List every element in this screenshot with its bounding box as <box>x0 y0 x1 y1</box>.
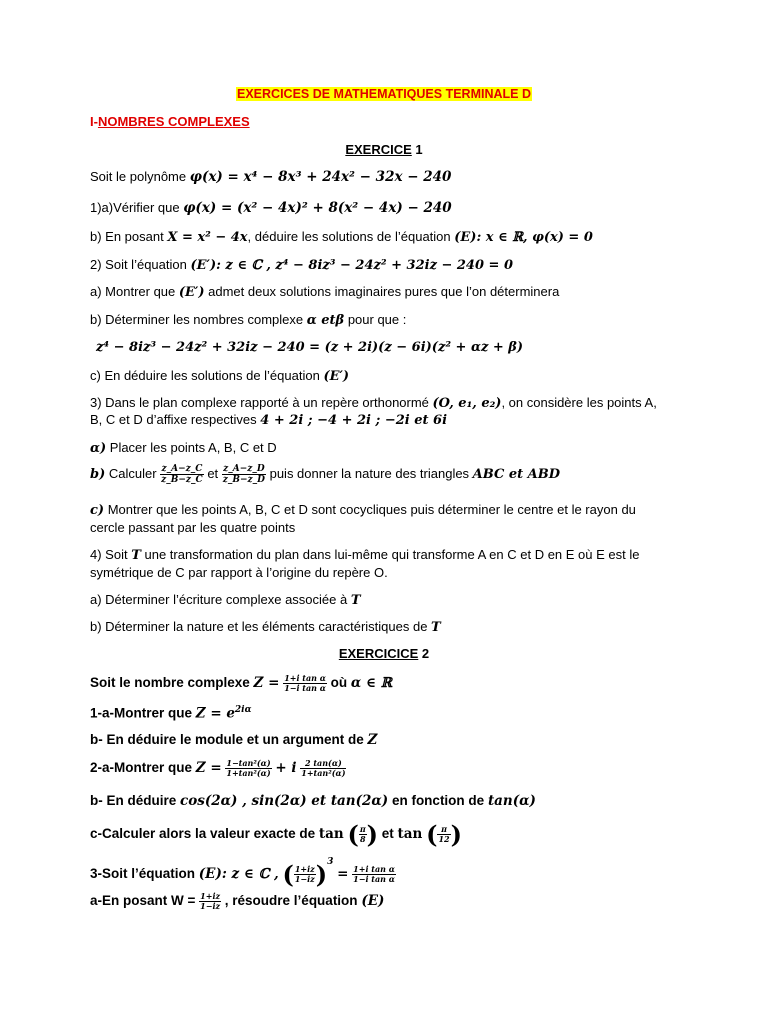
ex1-l10-text: B, C et D d’affixe respectives <box>90 412 261 427</box>
ex1-line-12 <box>90 464 560 485</box>
ex2-l7-fraction-2 <box>352 865 396 884</box>
ex1-l12-math2: ABC et ABD <box>472 466 561 482</box>
ex2-l7-math: (E): z ∈ ℂ , <box>198 866 279 882</box>
ex2-l4-fraction-2 <box>300 759 346 778</box>
ex2-l7-eq: = <box>337 866 349 882</box>
ex1-line-11 <box>90 440 277 456</box>
ex1-l14-text: cercle passant par les quatre points <box>90 520 296 535</box>
ex1-l2-text: 1)a)Vérifier que <box>90 200 184 215</box>
ex1-l6-math: α etβ <box>306 313 345 328</box>
ex2-l2-math: Z = e <box>195 705 235 722</box>
ex1-l18-text: b) Déterminer la nature et les éléments caractéristiques de <box>90 619 432 634</box>
ex1-l3-math: X = x² − 4x <box>167 230 248 245</box>
ex2-l4-f2-num: 2 tan(α) <box>300 759 346 769</box>
ex1-l17-text: a) Déterminer l’écriture complexe associée à <box>90 592 351 607</box>
doc-title: EXERCICES DE MATHEMATIQUES TERMINALE D <box>237 87 531 101</box>
ex2-l6-fraction-1 <box>359 825 367 844</box>
ex1-fraction-2 <box>222 464 266 485</box>
ex2-l6-tan2: tan <box>397 826 423 843</box>
ex1-line-8 <box>90 368 349 384</box>
ex2-l8-math: (E) <box>361 893 385 910</box>
ex1-l11-text: Placer les points A, B, C et D <box>106 440 277 455</box>
ex2-l7-f1-num: 1+iz <box>294 863 315 874</box>
ex2-l8-text2: , résoudre l’équation <box>221 893 362 909</box>
ex2-l8-num: 1+iz <box>200 891 221 901</box>
section-prefix: I- <box>90 114 98 129</box>
ex2-l3-text: b- En déduire le module et un argument de <box>90 732 368 747</box>
ex2-line-4 <box>90 759 346 778</box>
ex1-line-6 <box>90 312 406 328</box>
ex1-line-9 <box>90 395 657 411</box>
ex1-l12-text: Calculer <box>105 465 161 481</box>
ex2-l1-math: Z = <box>253 675 280 692</box>
ex1-line-2 <box>90 200 452 216</box>
ex2-l1-fraction <box>283 674 327 693</box>
ex1-l3-text2: , déduire les solutions de l’équation <box>247 229 455 244</box>
ex1-l3-math2: (E): x ∈ ℝ, φ(x) = 0 <box>454 230 593 245</box>
ex1-line-3 <box>90 229 593 245</box>
ex2-l6-f1-num: π <box>359 824 366 834</box>
ex1-l9-math: (O, e₁, e₂) <box>432 396 502 411</box>
ex1-l5-math: (E′) <box>178 285 205 300</box>
ex1-l6-text: b) Déterminer les nombres complexe <box>90 312 307 327</box>
ex1-l8-math: (E′) <box>323 369 350 384</box>
ex1-l4-text: 2) Soit l’équation <box>90 257 191 272</box>
ex1-l5-text2: admet deux solutions imaginaires pures que l’on déterminera <box>204 284 560 299</box>
ex2-l6-f2-den: 12 <box>438 834 450 844</box>
ex2-l5-math: cos(2α) , sin(2α) et tan(2α) <box>180 793 389 809</box>
exercise-2-heading <box>0 646 768 661</box>
ex1-line-7 <box>96 339 523 355</box>
ex1-line-1 <box>90 169 451 185</box>
section-name: NOMBRES COMPLEXES <box>97 114 250 129</box>
exercise-1-heading <box>0 142 768 157</box>
ex2-l7-f2-num: 1+i tan α <box>353 863 395 874</box>
ex1-l5-text: a) Montrer que <box>90 284 179 299</box>
ex1-l15-text: 4) Soit <box>90 547 132 562</box>
ex2-l4-f2-den: 1+tan²(α) <box>301 768 346 778</box>
ex2-l6-f1-den: 8 <box>359 834 366 844</box>
ex1-l17-math: T <box>350 593 361 608</box>
exercise-2-number: 2 <box>421 646 430 661</box>
ex1-l12-text3: puis donner la nature des triangles <box>265 465 473 481</box>
ex1-l18-math: T <box>431 620 441 635</box>
ex1-line-4 <box>90 257 513 273</box>
ex2-l5-text2: en fonction de <box>388 793 488 808</box>
ex2-l5-math2: tan(α) <box>487 793 536 809</box>
ex2-line-2 <box>90 705 252 722</box>
ex2-l3-math: Z <box>367 732 378 748</box>
ex2-l2-sup: 2iα <box>234 705 252 715</box>
ex2-l6-text2: et <box>378 826 398 842</box>
ex2-l1-math2: α ∈ ℝ <box>350 675 392 692</box>
ex1-l6-text2: pour que : <box>344 312 407 327</box>
ex2-line-7: 3-Soit l’équation (E): z ∈ ℂ , ( $\frac{1+iz}{1-iz}$ )$^3$ = $\frac{\text{1+i tan α}}{\text{1−i tan α}}$ <box>90 857 395 889</box>
ex2-l4-plus: + i <box>275 760 297 777</box>
exercise-1-number: 1 <box>415 142 423 157</box>
ex1-l13-text: Montrer que les points A, B, C et D sont cocycliques puis déterminer le centre et le rayon du <box>104 502 636 517</box>
ex1-line-5 <box>90 284 559 300</box>
ex1-l9-text2: , on considère les points A, <box>501 395 657 410</box>
ex1-frac1-num: z_A−z_C <box>161 464 203 474</box>
ex2-l6-fraction-2 <box>437 825 450 844</box>
ex1-frac2-num: z_A−z_D <box>223 464 265 474</box>
ex1-l10-math: 4 + 2i ; −4 + 2i ; −2i et 6i <box>260 413 448 428</box>
ex2-l2-text: 1-a-Montrer que <box>90 705 196 721</box>
ex1-l12-text2: et <box>203 465 222 481</box>
ex1-l15-math: T <box>131 548 141 563</box>
ex2-l8-text: a-En posant <box>90 893 172 909</box>
ex2-line-8 <box>90 892 384 911</box>
ex1-fraction-1 <box>160 464 204 485</box>
ex2-l1-text2: où <box>326 675 351 691</box>
ex1-l9-text: 3) Dans le plan complexe rapporté à un repère orthonormé <box>90 395 433 410</box>
ex2-l4-f1-num: 1−tan²(α) <box>226 758 271 768</box>
ex1-l1-math: φ(x) = x⁴ − 8x³ + 24x² − 32x − 240 <box>189 169 452 185</box>
ex2-line-1 <box>90 674 392 693</box>
ex2-l8-den: 1−iz <box>200 901 221 911</box>
ex1-l15-text2: une transformation du plan dans lui-même qui transforme A en C et D en E où E est le <box>140 547 640 562</box>
ex2-l7-fraction-1 <box>294 865 316 884</box>
ex1-l16-text: symétrique de C par rapport à l’origine du repère O. <box>90 565 388 580</box>
ex2-l7-f1-den: 1−iz <box>294 873 315 884</box>
ex1-l8-text: c) En déduire les solutions de l’équation <box>90 368 324 383</box>
ex1-l3-text: b) En posant <box>90 229 168 244</box>
ex1-l7-math: z⁴ − 8iz³ − 24z² + 32iz − 240 = (z + 2i)(z − 6i)(z² + αz + β) <box>96 340 524 355</box>
ex2-l5-text: b- En déduire <box>90 793 181 808</box>
ex1-l4-math: (E′): z ∈ ℂ , z⁴ − 8iz³ − 24z² + 32iz − 240 = 0 <box>190 258 514 273</box>
ex2-l4-math: Z = <box>195 760 222 777</box>
ex2-l8-fraction <box>199 892 221 911</box>
ex2-l7-sup: 3 <box>327 857 334 867</box>
ex1-frac2-den: z_B−z_D <box>222 475 265 485</box>
ex1-l13-math: c) <box>90 503 105 518</box>
ex1-line-17 <box>90 592 361 608</box>
ex2-l7-text: 3-Soit l’équation <box>90 866 199 881</box>
ex1-l1-text: Soit le polynôme <box>90 169 190 184</box>
ex2-l7-f2-den: 1−i tan α <box>353 873 395 884</box>
ex2-l4-text: 2-a-Montrer que <box>90 760 196 776</box>
section-heading <box>90 114 250 129</box>
ex2-line-3 <box>90 732 377 748</box>
ex2-l4-f1-den: 1+tan²(α) <box>226 768 271 778</box>
ex2-l1-num: 1+i tan α <box>284 673 326 683</box>
ex2-l8-w: W = <box>171 893 196 909</box>
ex1-line-13 <box>90 502 636 518</box>
ex2-l4-fraction-1 <box>225 759 271 778</box>
ex2-line-5 <box>90 793 536 809</box>
exercise-2-title: EXERCICICE <box>338 646 419 661</box>
ex2-l1-den: 1−i tan α <box>284 683 326 693</box>
ex2-line-6: c-Calculer alors la valeur exacte de tan ( $\frac{\pi}{8}$ ) et tan ( $\frac{\pi}{12}$ ) <box>90 820 462 849</box>
ex1-l11-math: α) <box>90 441 107 456</box>
ex2-l6-f2-num: π <box>437 825 450 835</box>
exercise-1-title: EXERCICE <box>345 142 412 157</box>
ex2-l1-text: Soit le nombre complexe <box>90 675 254 691</box>
ex1-line-15 <box>90 547 639 563</box>
ex1-line-10 <box>90 412 447 428</box>
ex1-l2-math: φ(x) = (x² − 4x)² + 8(x² − 4x) − 240 <box>183 200 452 216</box>
ex1-line-16 <box>90 565 388 580</box>
ex1-l12-math: b) <box>90 466 106 482</box>
ex1-line-18 <box>90 619 441 635</box>
doc-title-row <box>0 86 768 101</box>
ex1-line-14 <box>90 520 295 535</box>
ex1-frac1-den: z_B−z_C <box>161 475 203 485</box>
ex2-l6-tan1: tan <box>318 826 344 843</box>
ex2-l6-text: c-Calculer alors la valeur exacte de <box>90 826 319 842</box>
